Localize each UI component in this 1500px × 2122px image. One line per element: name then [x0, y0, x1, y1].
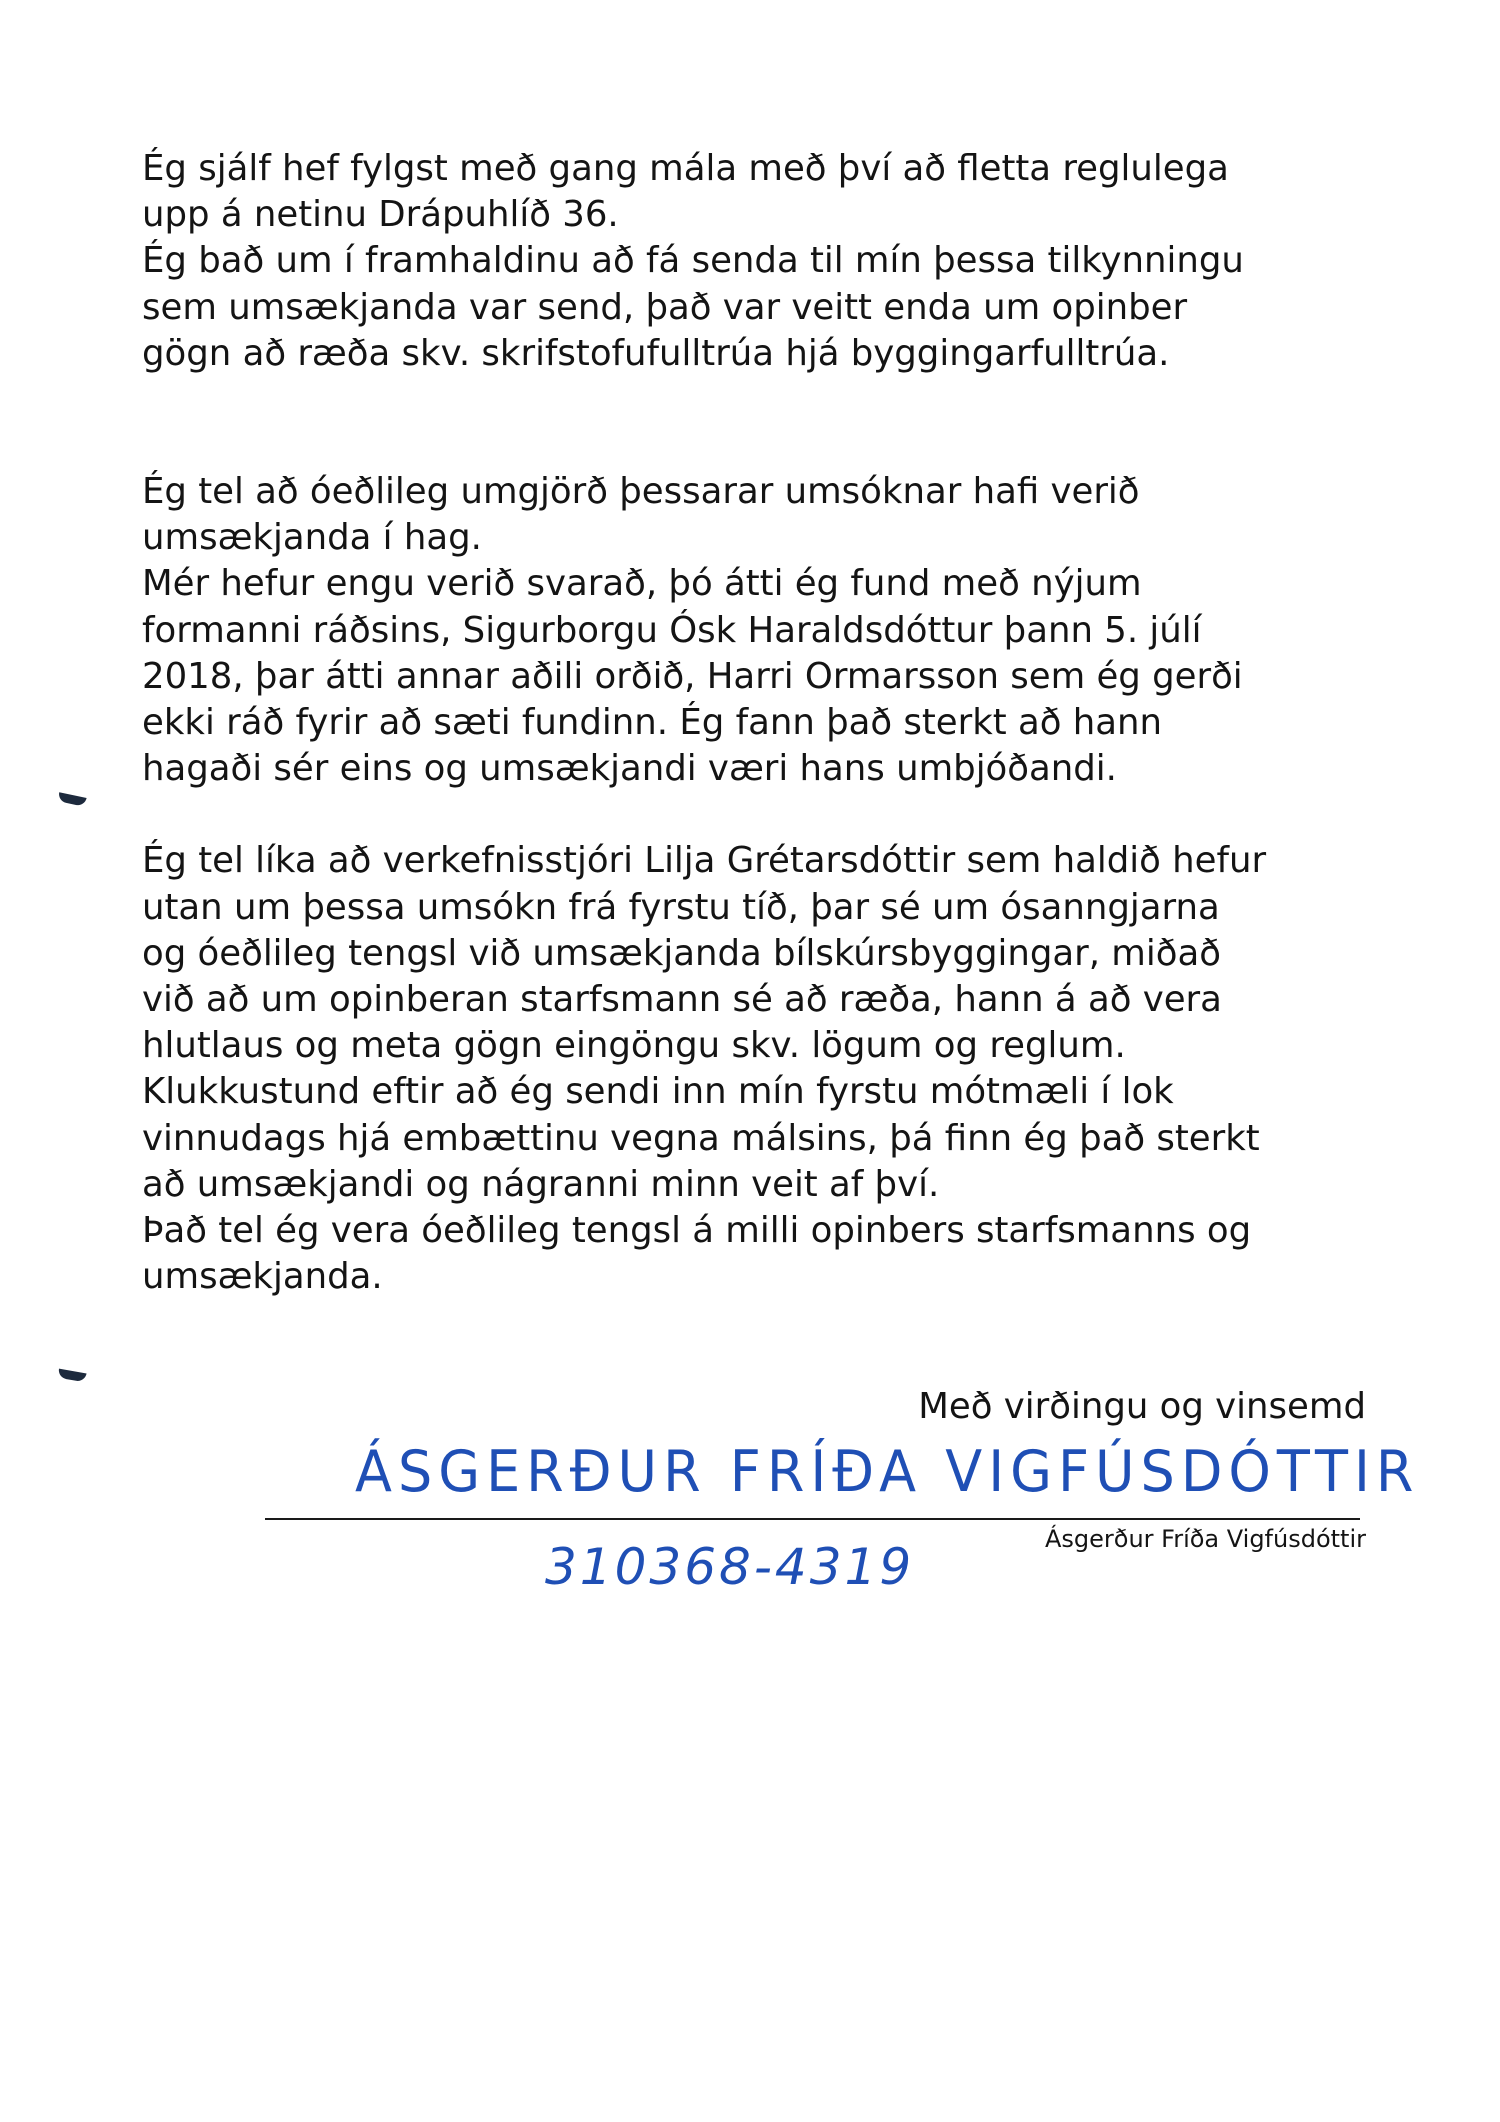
text-line: vinnudags hjá embættinu vegna málsins, þá finn ég það sterkt — [142, 1117, 1260, 1159]
text-line: við að um opinberan starfsmann sé að ræða, hann á að vera — [142, 979, 1222, 1021]
text-line: og óeðlileg tengsl við umsækjanda bílskúrsbyggingar, miðað — [142, 932, 1221, 974]
scan-mark — [57, 1369, 86, 1383]
handwritten-id-number: 310368-4319 — [545, 1538, 915, 1596]
text-line: Klukkustund eftir að ég sendi inn mín fyrstu mótmæli í lok — [142, 1071, 1174, 1113]
closing-salutation: Með virðingu og vinsemd — [918, 1386, 1366, 1427]
text-line: gögn að ræða skv. skrifstofufulltrúa hjá byggingarfulltrúa. — [142, 332, 1170, 374]
paragraph-1 — [142, 146, 1402, 377]
paragraph-2 — [142, 469, 1402, 792]
printed-signature-name: Ásgerður Fríða Vigfúsdóttir — [1044, 1525, 1366, 1553]
text-line: umsækjanda. — [142, 1256, 383, 1298]
text-line: Ég tel líka að verkefnisstjóri Lilja Grétarsdóttir sem haldið hefur — [142, 840, 1267, 882]
signature-line — [265, 1518, 1360, 1520]
text-line: að umsækjandi og nágranni minn veit af því. — [142, 1163, 940, 1205]
text-line: hlutlaus og meta gögn eingöngu skv. lögum og reglum. — [142, 1025, 1126, 1067]
text-line: hagaði sér eins og umsækjandi væri hans umbjóðandi. — [142, 748, 1117, 790]
text-line: 2018, þar átti annar aðili orðið, Harri Ormarsson sem ég gerði — [142, 655, 1243, 697]
text-line: ekki ráð fyrir að sæti fundinn. Ég fann það sterkt að hann — [142, 702, 1163, 744]
text-line: Ég bað um í framhaldinu að fá senda til mín þessa tilkynningu — [142, 240, 1244, 282]
text-line: Það tel ég vera óeðlileg tengsl á milli opinbers starfsmanns og — [142, 1210, 1252, 1252]
handwritten-signature: ÁSGERÐUR FRÍÐA VIGFÚSDÓTTIR — [355, 1438, 1420, 1505]
letter-body — [142, 146, 1402, 1300]
text-line: Mér hefur engu verið svarað, þó átti ég fund með nýjum — [142, 563, 1142, 605]
paragraph-3 — [142, 838, 1402, 1300]
scan-mark — [57, 792, 86, 807]
text-line: Ég sjálf hef fylgst með gang mála með því að fletta reglulega — [142, 148, 1229, 189]
text-line: upp á netinu Drápuhlíð 36. — [142, 194, 619, 236]
text-line: utan um þessa umsókn frá fyrstu tíð, þar sé um ósanngjarna — [142, 886, 1220, 928]
text-line: sem umsækjanda var send, það var veitt enda um opinber — [142, 286, 1188, 328]
text-line: formanni ráðsins, Sigurborgu Ósk Haraldsdóttur þann 5. júlí — [142, 609, 1202, 651]
text-line: umsækjanda í hag. — [142, 517, 482, 559]
text-line: Ég tel að óeðlileg umgjörð þessarar umsóknar hafi verið — [142, 471, 1140, 513]
